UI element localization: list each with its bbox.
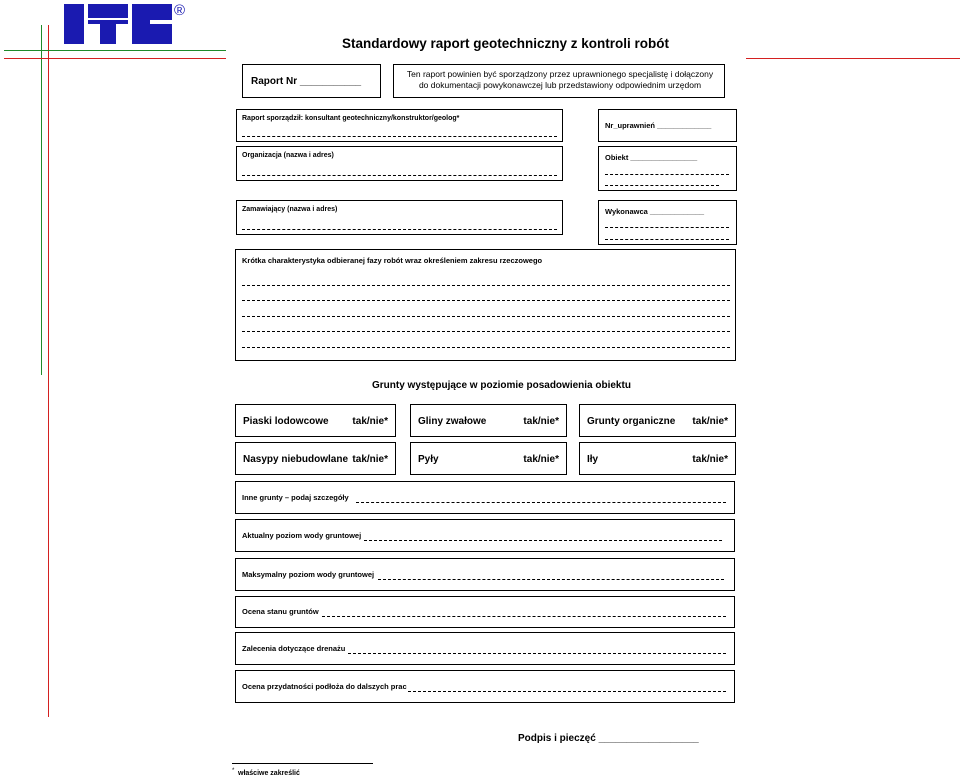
footnote-mark: *	[232, 768, 235, 774]
description-line-5	[242, 347, 730, 348]
row-line	[408, 691, 726, 692]
footnote-text: właściwe zakreślić	[238, 770, 300, 777]
description-label: Krótka charakterystyka odbieranej fazy robót wraz określeniem zakresu rzeczowego	[242, 256, 543, 265]
soil-name: Nasypy niebudowlane	[243, 454, 349, 465]
row-line	[348, 653, 726, 654]
green-horizontal-line	[4, 50, 226, 51]
object-line-1	[605, 174, 729, 175]
contractor-line-2	[605, 239, 729, 240]
row-label: Ocena przydatności podłoża do dalszych prac	[242, 682, 407, 691]
row-soil-assessment	[235, 596, 735, 628]
description-line-2	[242, 300, 730, 301]
row-line	[356, 502, 726, 503]
object-box	[598, 146, 737, 191]
row-current-groundwater	[235, 519, 735, 552]
object-line-2	[605, 185, 719, 186]
contractor-label: Wykonawca _____________	[605, 207, 705, 216]
red-vertical-line	[48, 25, 49, 717]
soil-box-nasypy	[235, 442, 396, 475]
notice-box	[393, 64, 725, 98]
soil-box-pyly	[410, 442, 567, 475]
soil-option: tak/nie*	[523, 454, 559, 465]
soil-box-ily	[579, 442, 736, 475]
row-drainage	[235, 632, 735, 665]
client-box	[236, 200, 563, 235]
description-line-1	[242, 285, 730, 286]
registered-mark: ®	[174, 2, 186, 19]
organization-line	[242, 175, 557, 176]
signature-label: Podpis i pieczęć __________________	[518, 733, 699, 744]
soil-name: Iły	[587, 454, 599, 465]
soil-name: Pyły	[418, 454, 439, 465]
row-label: Zalecenia dotyczące drenażu	[242, 644, 346, 653]
row-label: Aktualny poziom wody gruntowej	[242, 531, 362, 540]
soil-option: tak/nie*	[352, 454, 388, 465]
row-label: Maksymalny poziom wody gruntowej	[242, 570, 375, 579]
footnote-rule	[232, 763, 373, 764]
license-label: Nr_uprawnień _____________	[605, 121, 712, 130]
row-line	[378, 579, 724, 580]
row-other-soils	[235, 481, 735, 514]
client-line	[242, 229, 557, 230]
row-line	[322, 616, 726, 617]
soil-option: tak/nie*	[692, 416, 728, 427]
soil-name: Gliny zwałowe	[418, 416, 487, 427]
notice-text: Ten raport powinien być sporządzony przez uprawnionego specjalistę i dołączony do dokumentacji powykonawczej lub przedstawiony odpowiednim urzędom	[406, 69, 714, 90]
organization-label: Organizacja (nazwa i adres)	[242, 152, 334, 159]
description-line-4	[242, 331, 730, 332]
prepared-by-box	[236, 109, 563, 142]
prepared-by-label: Raport sporządził: konsultant geotechniczny/konstruktor/geolog*	[242, 115, 460, 122]
soil-option: tak/nie*	[692, 454, 728, 465]
description-line-3	[242, 316, 730, 317]
soil-name: Grunty organiczne	[587, 416, 676, 427]
soil-name: Piaski lodowcowe	[243, 416, 329, 427]
row-line	[364, 540, 722, 541]
row-label: Inne grunty – podaj szczegóły	[242, 493, 349, 502]
row-label: Ocena stanu gruntów	[242, 607, 319, 616]
report-number-label: Raport Nr ___________	[251, 76, 362, 87]
row-subgrade-suitability	[235, 670, 735, 703]
soil-option: tak/nie*	[523, 416, 559, 427]
contractor-box	[598, 200, 737, 245]
soil-box-organiczne	[579, 404, 736, 437]
red-horizontal-line-right	[746, 58, 960, 59]
prepared-by-line	[242, 136, 557, 137]
object-label: Obiekt ________________	[605, 153, 698, 162]
contractor-line-1	[605, 227, 729, 228]
client-label: Zamawiający (nazwa i adres)	[242, 206, 338, 213]
soil-box-piaski	[235, 404, 396, 437]
license-box	[598, 109, 737, 142]
itb-logo	[64, 4, 172, 44]
red-horizontal-line-left	[4, 58, 226, 59]
document-title: Standardowy raport geotechniczny z kontroli robót	[342, 36, 670, 51]
organization-box	[236, 146, 563, 181]
row-max-groundwater	[235, 558, 735, 591]
report-number-box	[242, 64, 381, 98]
green-vertical-line	[41, 25, 42, 375]
soil-box-gliny	[410, 404, 567, 437]
soils-heading: Grunty występujące w poziomie posadowienia obiektu	[372, 380, 631, 391]
soil-option: tak/nie*	[352, 416, 388, 427]
description-box	[235, 249, 736, 361]
